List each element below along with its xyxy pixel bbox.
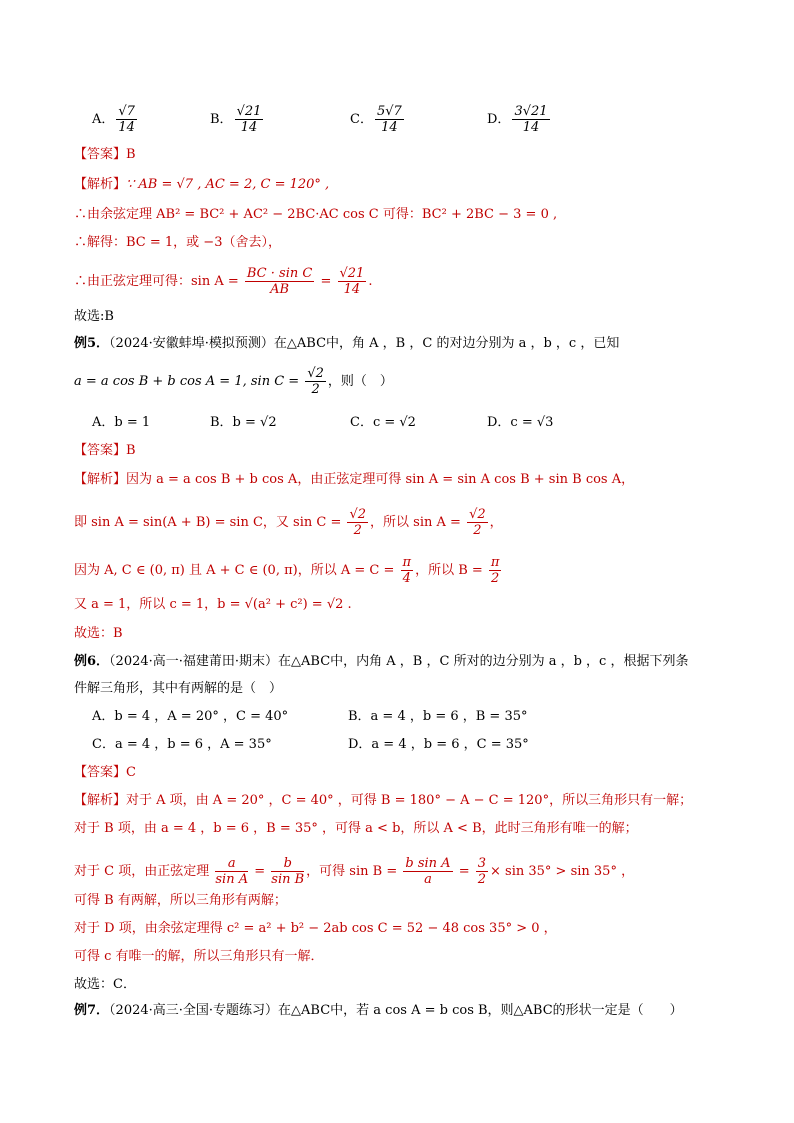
q6-analysis-2: 对于 B 项，由 a = 4 ，b = 6 ，B = 35° ，可得 a < b，所以 A < B，此时三角形有唯一的解； — [74, 821, 638, 836]
q6-answer: 【答案】C — [74, 765, 136, 780]
option-d: D． $\frac{3√21}{14}$ — [487, 104, 548, 135]
q5-option-a: A．b = 1 — [92, 415, 151, 430]
q6-option-c: C．a = 4 ，b = 6 ，A = 35° — [92, 737, 272, 752]
q4-answer: 【答案】B — [74, 147, 136, 162]
q5-analysis-2: 即 sin A = sin(A + B) = sin C，又 sin C = $\frac{√2}{2}$ ，所以 sin A = $\frac{√2}{2}$ ， — [74, 507, 503, 538]
option-b: B． $\frac{√21}{14}$ — [210, 104, 262, 135]
q4-choose: 故选:B — [74, 309, 114, 324]
option-a: A． $\frac{√7}{14}$ — [92, 104, 135, 135]
q5-option-b: B．b = √2 — [210, 415, 277, 430]
q5-choose: 故选：B — [74, 626, 123, 641]
q5-option-d: D．c = √3 — [487, 415, 554, 430]
q6-analysis-1: 【解析】对于 A 项，由 A = 20° ，C = 40° ，可得 B = 180° − A − C = 120°，所以三角形只有一解； — [74, 793, 693, 808]
q5-answer: 【答案】B — [74, 443, 136, 458]
q5-stem-2: a = a cos B + b cos A = 1, sin C = $\frac{√2}{2}$ ，则（ ） — [74, 366, 393, 397]
q5-stem-1: 例5．（2024·安徽蚌埠·模拟预测）在△ABC中，角 A ，B ，C 的对边分别为 a ，b ，c ，已知 — [74, 336, 620, 351]
q6-stem-2: 件解三角形，其中有两解的是（ ） — [74, 681, 283, 696]
q6-option-b: B．a = 4 ，b = 6 ，B = 35° — [348, 709, 528, 724]
q7-stem: 例7．（2024·高三·全国·专题练习）在△ABC中，若 a cos A = b cos B，则△ABC的形状一定是（ ） — [74, 1003, 683, 1018]
q5-option-c: C．c = √2 — [350, 415, 416, 430]
q5-analysis-4: 又 a = 1，所以 c = 1，b = √(a² + c²) = √2 . — [74, 597, 352, 612]
q4-analysis-1: 【解析】∵ AB = √7 , AC = 2, C = 120° , — [74, 177, 330, 192]
q5-analysis-1: 【解析】因为 a = a cos B + b cos A，由正弦定理可得 sin A = sin A cos B + sin B cos A， — [74, 472, 635, 487]
q4-analysis-2: ∴由余弦定理 AB² = BC² + AC² − 2BC·AC cos C 可得：BC² + 2BC − 3 = 0 , — [74, 207, 558, 222]
q6-option-a: A．b = 4 ，A = 20° ，C = 40° — [92, 709, 289, 724]
q5-analysis-3: 因为 A, C ∈ (0, π) 且 A + C ∈ (0, π)，所以 A = C = $\frac{\pi}{4}$ ，所以 B = $\frac{\pi}{2}$ — [74, 555, 500, 586]
q4-analysis-3: ∴解得：BC = 1，或 −3（舍去）， — [74, 235, 281, 250]
q6-analysis-6: 可得 c 有唯一的解，所以三角形只有一解． — [74, 949, 324, 964]
q6-choose: 故选：C． — [74, 977, 136, 992]
q6-analysis-4: 可得 B 有两解，所以三角形有两解； — [74, 893, 287, 908]
option-c: C． $\frac{5√7}{14}$ — [350, 104, 402, 135]
q6-stem-1: 例6．（2024·高一·福建莆田·期末）在△ABC中，内角 A ，B ，C 所对的边分别为 a ，b ，c ，根据下列条 — [74, 654, 689, 669]
q4-analysis-4: ∴由正弦定理可得：sin A = $\frac{\text{BC · sin C}}{AB}$ = $\frac{√21}{14}$ . — [74, 266, 373, 297]
q6-analysis-3: 对于 C 项，由正弦定理 $\frac{a}{\text{sin A}}$ = $\frac{b}{\text{sin B}}$ ，可得 sin B = $\frac{\text{b sin A}}{a}$ = $\frac{3}{2}$ × sin 35° > sin 35° ， — [74, 856, 635, 887]
q6-option-d: D．a = 4 ，b = 6 ，C = 35° — [348, 737, 529, 752]
q6-analysis-5: 对于 D 项，由余弦定理得 c² = a² + b² − 2ab cos C = 52 − 48 cos 35° > 0 ， — [74, 921, 557, 936]
